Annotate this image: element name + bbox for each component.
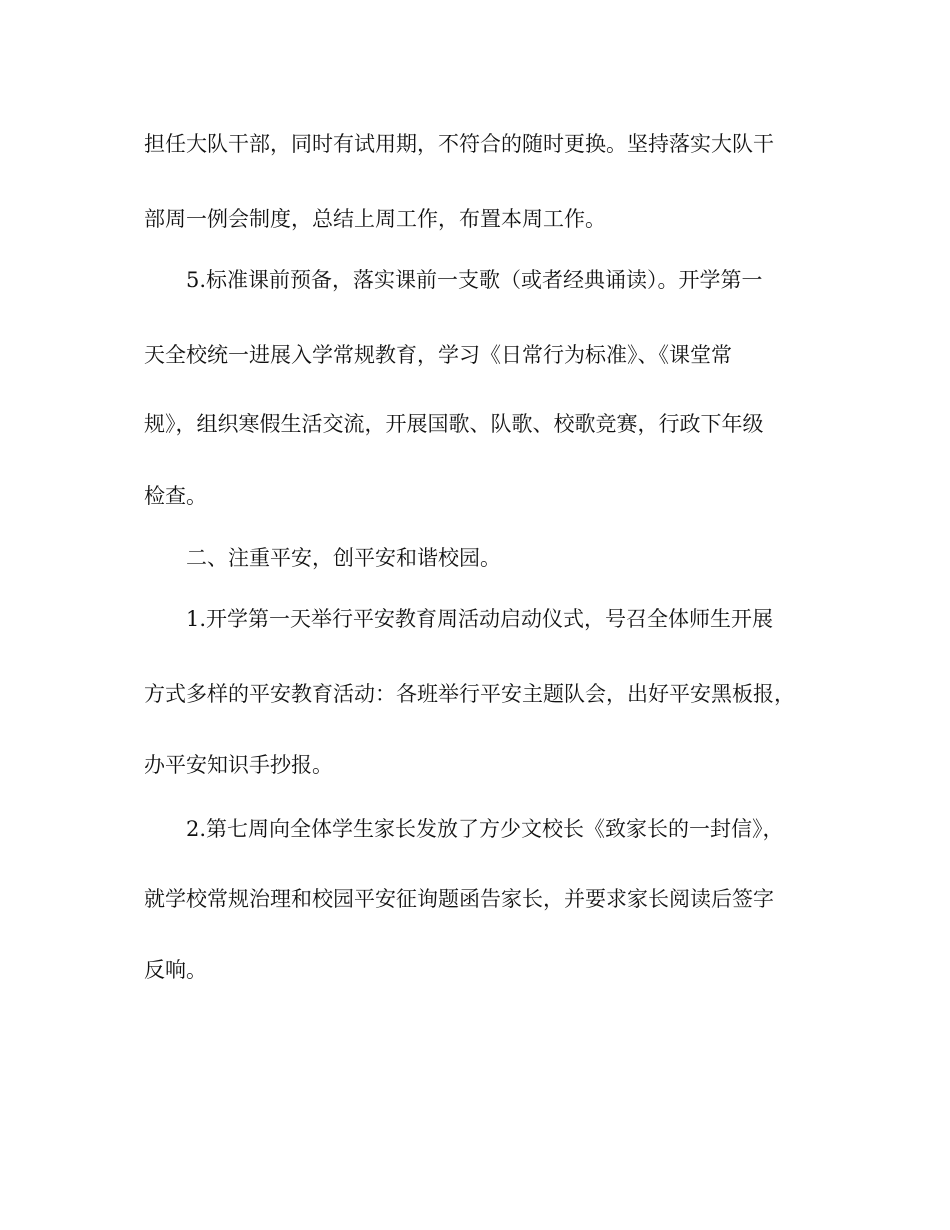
text-line: 就学校常规治理和校园平安征询题函告家长，并要求家长阅读后签字 — [144, 887, 774, 911]
text-line: 办平安知识手抄报。 — [144, 753, 333, 777]
text-line: 反响。 — [144, 958, 207, 982]
text-line: 方式多样的平安教育活动：各班举行平安主题队会，出好平安黑板报， — [144, 682, 795, 706]
text-line: 担任大队干部，同时有试用期，不符合的随时更换。坚持落实大队干 — [144, 132, 774, 156]
paragraph-item-2-first-line: 2.第七周向全体学生家长发放了方少文校长《致家长的一封信》， — [186, 817, 784, 841]
text-line: 部周一例会制度，总结上周工作，布置本周工作。 — [144, 207, 606, 231]
text-line: 天全校统一进展入学常规教育，学习《日常行为标准》、《课堂常 — [144, 343, 732, 367]
paragraph-item-5-first-line: 5.标准课前预备，落实课前一支歌（或者经典诵读）。开学第一 — [186, 268, 763, 292]
text-line: 检查。 — [144, 484, 207, 508]
section-heading: 二、注重平安，创平安和谐校园。 — [186, 546, 501, 570]
text-line: 规》，组织寒假生活交流，开展国歌、队歌、校歌竞赛，行政下年级 — [144, 412, 764, 436]
paragraph-item-1-first-line: 1.开学第一天举行平安教育周活动启动仪式，号召全体师生开展 — [186, 607, 774, 631]
